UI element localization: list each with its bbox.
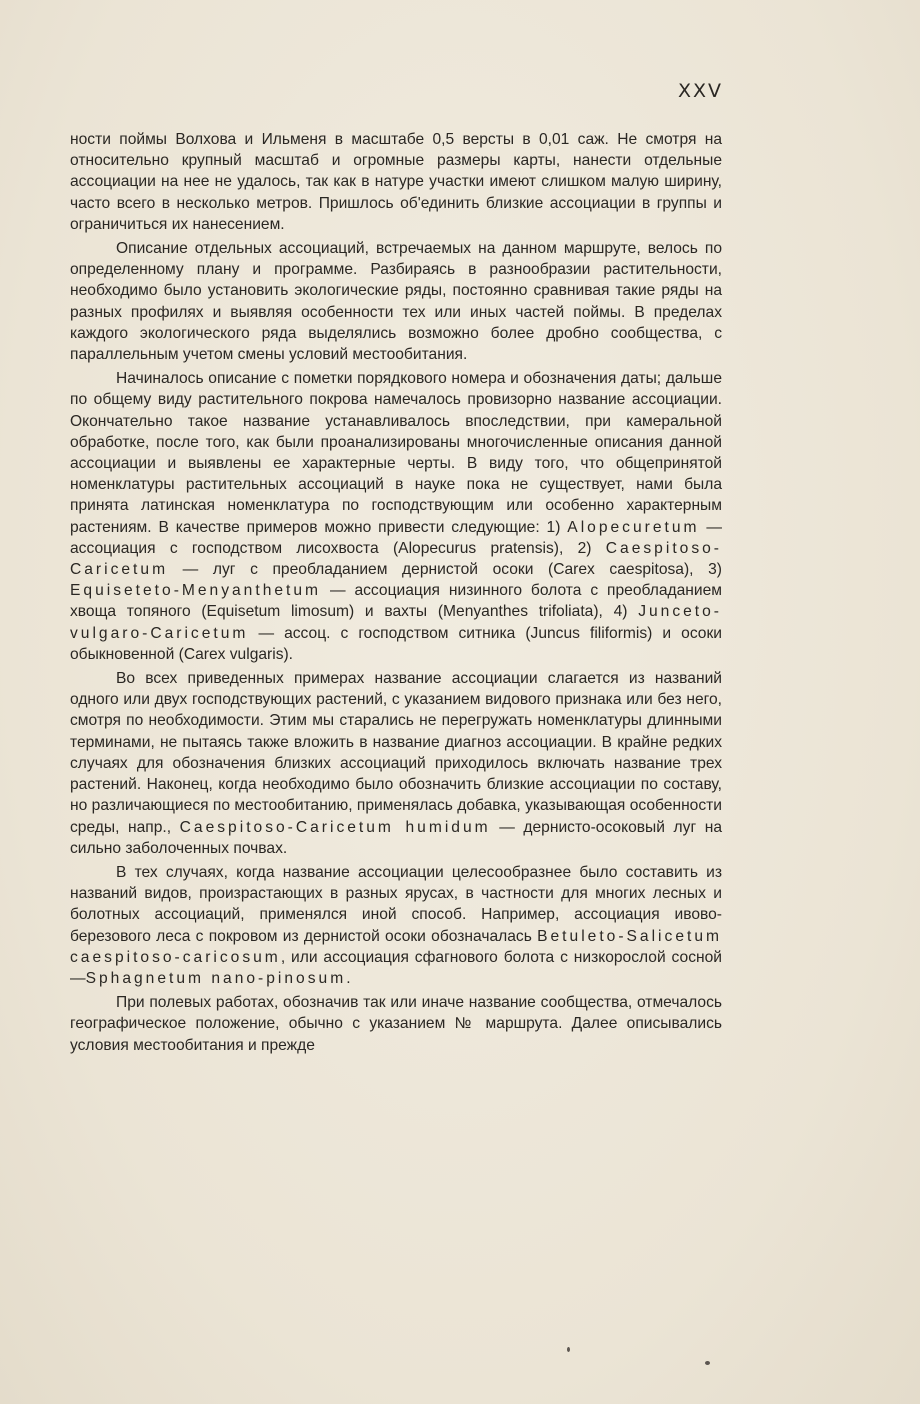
text-run: — дернисто-осоковый луг на сильно заболоченных почвах. [70, 818, 722, 857]
latin-term: Sphagnetum nano-pinosum [85, 969, 347, 987]
text-run: , или ассоциация сфагнового болота с низкорослой сосной— [70, 948, 722, 987]
text-run: — ассоциация с господством лисохвоста (Alopecurus pratensis), 2) [70, 518, 722, 557]
text-run: При полевых работах, обозначив так или иначе название сообщества, отмечалось географическое положение, обычно с указанием № маршрута. Далее описывались условия местообитания и прежде [70, 994, 722, 1054]
paragraph [70, 238, 722, 365]
latin-term: Betuleto-Salicetum caespitoso-caricosum [70, 927, 722, 966]
text-body [70, 129, 722, 1059]
text-run: Начиналось описание с пометки порядкового номера и обозначения даты; дальше по общему виду растительного покрова намечалось провизорно название ассоциации. Окончательно такое название устанавливалось впоследствии, при камеральной обработке, после того, как были проанализированы многочисленные описания данной ассоциации и выявлены ее характерные черты. В виду того, что общепринятой номенклатуры растительных ассоциаций в науке пока не существует, нами была принята латинская номенклатура по господствующим или особенно характерным растениям. В качестве примеров можно привести следующие: 1) [70, 370, 722, 536]
text-run: В тех случаях, когда название ассоциации целесообразнее было составить из названий видов, произрастающих в разных ярусах, в частности для многих лесных и болотных ассоциаций, применялся иной способ. Например, ассоциация ивово-березового леса с покровом из дернистой осоки обозначалась [70, 863, 722, 945]
text-run: Описание отдельных ассоциаций, встречаемых на данном маршруте, велось по определенному плану и программе. Разбираясь в разнообразии растительности, необходимо было установить экологические ряды, постоянно сравнивая такие ряды на разных профилях и выявляя особенности тех или иных частей поймы. В пределах каждого экологического ряда выделялись возможно более дробно сообщества, с параллельным учетом смены условий местообитания. [70, 240, 722, 364]
text-run: Во всех приведенных примерах название ассоциации слагается из названий одного или двух господствующих растений, с указанием видового признака или без него, смотря по необходимости. Этим мы старались не перегружать номенклатуры длинными терминами, не пытаясь также вложить в название диагноз ассоциации. В крайне редких случаях для обозначения близких ассоциаций приходилось включать название трех растений. Наконец, когда необходимо было обозначить близкие ассоциации по составу, но различающиеся по местообитанию, применялась добавка, указывающая особенности среды, напр., [70, 670, 722, 836]
paragraph [70, 129, 722, 235]
latin-term: Junceto-vulgaro-Caricetum [70, 603, 722, 642]
paper-speck [705, 1361, 710, 1365]
paragraph [70, 862, 722, 989]
paper-speck [567, 1347, 570, 1352]
latin-term: Equiseteto-Menyanthetum [70, 582, 322, 600]
text-run: — луг с преобладанием дернистой осоки (Carex caespitosa), 3) [168, 561, 722, 579]
text-run: — ассоциация низинного болота с преобладанием хвоща топяного (Equisetum limosum) и вахты (Menyanthes trifoliata), 4) [70, 582, 722, 621]
paragraph [70, 668, 722, 859]
latin-term: Caespitoso-Caricetum humidum [179, 818, 491, 836]
text-run: ности поймы Волхова и Ильменя в масштабе 0,5 версты в 0,01 саж. Не смотря на относительно крупный масштаб и огромные размеры карты, нанести отдельные ассоциации на нее не удалось, так как в натуре участки имеют слишком малую ширину, часто всего в несколько метров. Пришлось об'единить близкие ассоциации в группы и ограничиться их нанесением. [70, 131, 722, 233]
paragraph [70, 368, 722, 665]
latin-term: Alopecuretum [567, 518, 700, 536]
latin-term: Caespitoso-Caricetum [70, 539, 722, 579]
text-run: . [346, 969, 351, 987]
text-run: — ассоц. с господством ситника (Juncus filiformis) и осоки обыкновенной (Carex vulgaris). [70, 624, 722, 663]
page-number: XXV [677, 80, 723, 102]
paragraph [70, 992, 722, 1056]
